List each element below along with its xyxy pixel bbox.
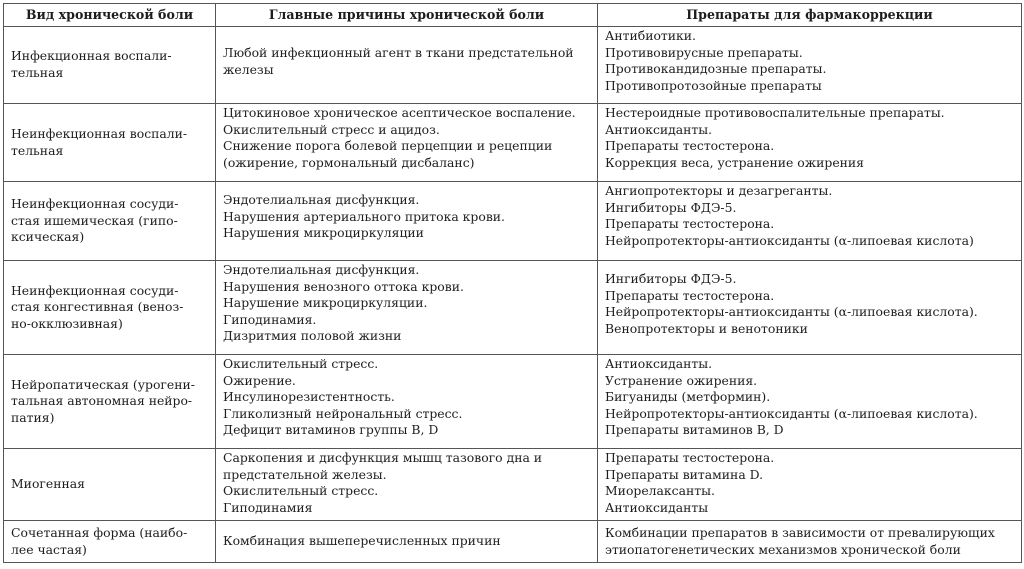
drug-item: Антиоксиданты. <box>605 356 713 371</box>
pain-kind-line: стая конгестивная (веноз- <box>11 299 184 315</box>
header-kind: Вид хронической боли <box>4 4 216 27</box>
drug-item: Нейропротекторы-антиоксиданты (α-липоевая кислота). <box>605 405 978 421</box>
drug-item: Нейропротекторы-антиоксиданты (α-липоевая кислота) <box>605 232 974 248</box>
drug-item: Миорелаксанты. <box>605 483 715 499</box>
drug-item: Устранение ожирения. <box>605 372 758 388</box>
drugs-cell <box>598 27 1022 104</box>
cause-item: Любой инфекционный агент в ткани предстательной <box>223 45 574 60</box>
drug-item: Бигуаниды (метформин). <box>605 389 771 405</box>
pain-kind-line: Неинфекционная воспали- <box>11 125 188 141</box>
cause-item: Окислительный стресс. <box>223 483 379 499</box>
drug-item: Антибиотики. <box>605 28 696 43</box>
pain-kind-line: Сочетанная форма (наибо- <box>11 524 188 540</box>
pain-kind-line: ксическая) <box>11 229 85 245</box>
cause-item: Окислительный стресс и ацидоз. <box>223 121 440 137</box>
pain-kind-line: патия) <box>11 409 55 425</box>
cause-item: Дефицит витаминов группы B, D <box>223 422 439 438</box>
drug-item: Нейропротекторы-антиоксиданты (α-липоевая кислота). <box>605 304 978 320</box>
cause-item: Нарушения микроциркуляции <box>223 225 424 241</box>
cause-item: Комбинация вышеперечисленных причин <box>223 533 501 549</box>
drug-item: Венопротекторы и венотоники <box>605 320 808 336</box>
causes-cell <box>216 182 598 261</box>
pain-kind-cell <box>4 355 216 449</box>
cause-item: Инсулинорезистентность. <box>223 389 395 405</box>
cause-item: Саркопения и дисфункция мышц тазового дна и <box>223 450 543 465</box>
drug-item: Препараты тестостерона. <box>605 450 775 465</box>
table-row <box>4 521 1022 563</box>
cause-item: Эндотелиальная дисфункция. <box>223 262 420 277</box>
drug-item: Препараты тестостерона. <box>605 287 775 303</box>
pain-kind-line: Миогенная <box>11 476 85 492</box>
pain-kind-cell <box>4 182 216 261</box>
cause-item: (ожирение, гормональный дисбаланс) <box>223 154 475 170</box>
drug-item: Препараты тестостерона. <box>605 216 775 232</box>
cause-item: Ожирение. <box>223 372 296 388</box>
drugs-cell <box>598 355 1022 449</box>
pain-kind-line: Инфекционная воспали- <box>11 48 172 64</box>
drug-item: Препараты витаминов B, D <box>605 422 784 438</box>
table-row <box>4 104 1022 182</box>
drug-item: Антиоксиданты <box>605 499 709 515</box>
table-row <box>4 261 1022 355</box>
drug-item: этиопатогенетических механизмов хронической боли <box>605 541 961 557</box>
cause-item: предстательной железы. <box>223 466 387 482</box>
table-row <box>4 27 1022 104</box>
pain-kind-cell <box>4 27 216 104</box>
drugs-cell <box>598 104 1022 182</box>
pain-kind-line: тельная <box>11 65 64 80</box>
pain-kind-line: но-окклюзивная) <box>11 315 123 331</box>
causes-cell <box>216 521 598 563</box>
causes-cell <box>216 261 598 355</box>
pain-kind-line: тельная <box>11 142 64 158</box>
cause-item: Нарушение микроциркуляции. <box>223 295 428 311</box>
drug-item: Противокандидозные препараты. <box>605 61 827 77</box>
cause-item: железы <box>223 61 274 77</box>
drug-item: Коррекция веса, устранение ожирения <box>605 154 864 170</box>
drug-item: Ингибиторы ФДЭ-5. <box>605 271 737 286</box>
drugs-cell <box>598 261 1022 355</box>
drug-item: Препараты тестостерона. <box>605 138 775 154</box>
pain-kind-line: Неинфекционная сосуди- <box>11 196 179 212</box>
cause-item: Снижение порога болевой перцепции и рецепции <box>223 138 553 154</box>
table-row <box>4 449 1022 521</box>
drug-item: Противовирусные препараты. <box>605 44 803 60</box>
pain-kind-line: Нейропатическая (урогени- <box>11 376 195 392</box>
causes-cell <box>216 355 598 449</box>
pain-kind-cell <box>4 261 216 355</box>
drug-item: Ингибиторы ФДЭ-5. <box>605 199 737 215</box>
drug-item: Антиоксиданты. <box>605 121 713 137</box>
pain-kind-line: тальная автономная нейро- <box>11 393 193 409</box>
header-causes: Главные причины хронической боли <box>216 4 598 27</box>
cause-item: Цитокиновое хроническое асептическое воспаление. <box>223 105 576 120</box>
cause-item: Гиподинамия. <box>223 311 317 327</box>
pain-kind-line: лее частая) <box>11 541 87 557</box>
cause-item: Дизритмия половой жизни <box>223 328 402 344</box>
cause-item: Гликолизный нейрональный стресс. <box>223 405 463 421</box>
drug-item: Нестероидные противовоспалительные препараты. <box>605 105 945 120</box>
table-row <box>4 355 1022 449</box>
chronic-pain-table <box>3 3 1022 563</box>
causes-cell <box>216 449 598 521</box>
causes-cell <box>216 27 598 104</box>
pain-kind-line: Неинфекционная сосуди- <box>11 282 179 298</box>
drugs-cell <box>598 182 1022 261</box>
header-drugs: Препараты для фармакоррекции <box>598 4 1022 27</box>
causes-cell <box>216 104 598 182</box>
pain-kind-cell <box>4 104 216 182</box>
pain-kind-cell <box>4 521 216 563</box>
drug-item: Противопротозойные препараты <box>605 77 822 93</box>
pain-kind-line: стая ишемическая (гипо- <box>11 212 178 228</box>
cause-item: Эндотелиальная дисфункция. <box>223 192 420 207</box>
header-row <box>4 4 1022 27</box>
cause-item: Гиподинамия <box>223 499 313 515</box>
table-row <box>4 182 1022 261</box>
drug-item: Комбинации препаратов в зависимости от превалирующих <box>605 524 995 540</box>
cause-item: Нарушения артериального притока крови. <box>223 208 505 224</box>
drugs-cell <box>598 521 1022 563</box>
cause-item: Нарушения венозного оттока крови. <box>223 278 464 294</box>
cause-item: Окислительный стресс. <box>223 356 379 371</box>
drugs-cell <box>598 449 1022 521</box>
drug-item: Ангиопротекторы и дезагреганты. <box>605 183 833 198</box>
pain-kind-cell <box>4 449 216 521</box>
drug-item: Препараты витамина D. <box>605 466 764 482</box>
